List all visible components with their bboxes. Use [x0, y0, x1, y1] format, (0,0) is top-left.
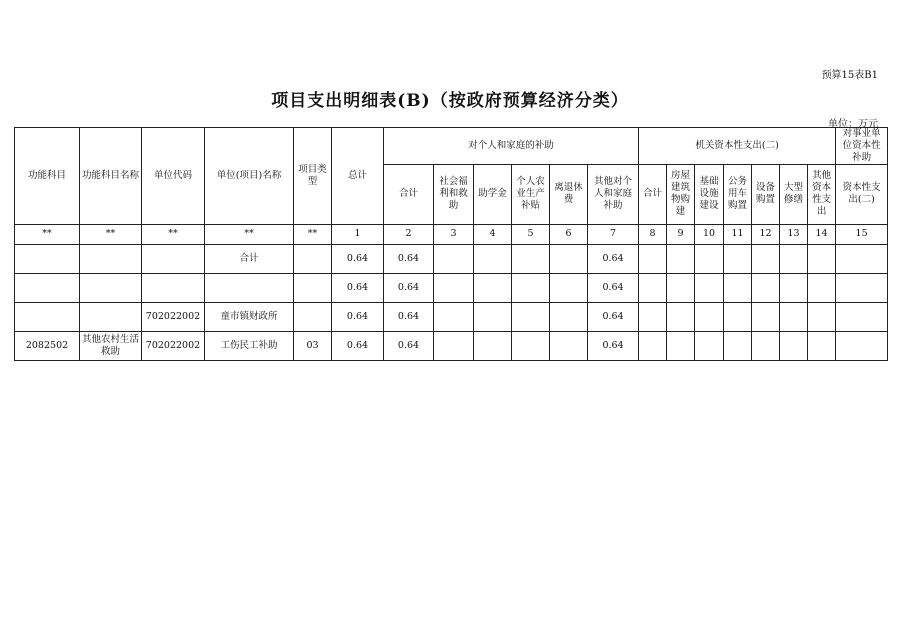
cell-unit-code — [142, 244, 205, 273]
unit-label: 单位：万元 — [828, 119, 878, 130]
index-cell: ** — [294, 224, 332, 244]
index-cell: 10 — [695, 224, 724, 244]
table-row — [15, 302, 888, 331]
cell-func-name — [80, 302, 142, 331]
index-cell: 15 — [836, 224, 888, 244]
group-header-capital: 机关资本性支出(二) — [639, 128, 836, 165]
cell-project-type — [294, 244, 332, 273]
col-header-project-type: 项目类型 — [294, 128, 332, 225]
index-cell: ** — [142, 224, 205, 244]
col-header-social-welfare: 社会福利和救助 — [434, 164, 474, 224]
col-header-unit-code: 单位代码 — [142, 128, 205, 225]
cell-total: 0.64 — [332, 302, 384, 331]
cell-unit-code: 702022002 — [142, 302, 205, 331]
cell-unit-name: 合计 — [205, 244, 294, 273]
cell-total: 0.64 — [332, 331, 384, 360]
col-header-other-capital: 其他资本性支出 — [808, 164, 836, 224]
col-header-func-name: 功能科目名称 — [80, 128, 142, 225]
index-cell: 5 — [512, 224, 550, 244]
index-cell: 11 — [724, 224, 752, 244]
index-row — [15, 224, 888, 244]
cell-func-code — [15, 302, 80, 331]
table-row — [15, 331, 888, 360]
col-header-retirement: 离退休费 — [550, 164, 588, 224]
header-row-groups — [15, 128, 888, 165]
cell-func-name — [80, 244, 142, 273]
cell-other-personal: 0.64 — [588, 302, 639, 331]
index-cell: 14 — [808, 224, 836, 244]
index-cell: 7 — [588, 224, 639, 244]
col-header-vehicle: 公务用车购置 — [724, 164, 752, 224]
index-cell: 2 — [384, 224, 434, 244]
col-header-other-personal: 其他对个人和家庭补助 — [588, 164, 639, 224]
col-header-building: 房屋建筑物购建 — [667, 164, 695, 224]
cell-unit-name: 工伤民工补助 — [205, 331, 294, 360]
page-title: 项目支出明细表(B)（按政府预算经济分类） — [271, 91, 629, 111]
cell-unit-code — [142, 273, 205, 302]
col-header-func-code: 功能科目 — [15, 128, 80, 225]
cell-total: 0.64 — [332, 273, 384, 302]
index-cell: ** — [15, 224, 80, 244]
cell-other-personal: 0.64 — [588, 331, 639, 360]
col-header-enterprise-capital: 资本性支出(二) — [836, 164, 888, 224]
index-cell: 3 — [434, 224, 474, 244]
cell-func-code — [15, 273, 80, 302]
index-cell: 4 — [474, 224, 512, 244]
cell-unit-name — [205, 273, 294, 302]
col-header-repair: 大型修缮 — [780, 164, 808, 224]
col-header-infrastructure: 基础设施建设 — [695, 164, 724, 224]
cell-other-personal: 0.64 — [588, 244, 639, 273]
index-cell: 6 — [550, 224, 588, 244]
table-row — [15, 273, 888, 302]
cell-unit-code: 702022002 — [142, 331, 205, 360]
index-cell: 13 — [780, 224, 808, 244]
cell-personal-total: 0.64 — [384, 244, 434, 273]
cell-project-type — [294, 302, 332, 331]
col-header-unit-name: 单位(项目)名称 — [205, 128, 294, 225]
index-cell: ** — [80, 224, 142, 244]
cell-project-type — [294, 273, 332, 302]
cell-total: 0.64 — [332, 244, 384, 273]
col-header-farm-subsidy: 个人农业生产补贴 — [512, 164, 550, 224]
col-header-total: 总计 — [332, 128, 384, 225]
report-code: 预算15表B1 — [821, 70, 878, 81]
table-row — [15, 244, 888, 273]
group-header-personal: 对个人和家庭的补助 — [384, 128, 639, 165]
cell-personal-total: 0.64 — [384, 331, 434, 360]
col-header-capital-total: 合计 — [639, 164, 667, 224]
cell-func-code — [15, 244, 80, 273]
cell-personal-total: 0.64 — [384, 273, 434, 302]
cell-func-name: 其他农村生活救助 — [80, 331, 142, 360]
index-cell: 12 — [752, 224, 780, 244]
col-header-personal-total: 合计 — [384, 164, 434, 224]
cell-unit-name: 童市镇财政所 — [205, 302, 294, 331]
col-header-scholarship: 助学金 — [474, 164, 512, 224]
index-cell: ** — [205, 224, 294, 244]
budget-table — [14, 127, 888, 361]
cell-other-personal: 0.64 — [588, 273, 639, 302]
col-header-equipment: 设备购置 — [752, 164, 780, 224]
index-cell: 1 — [332, 224, 384, 244]
cell-func-code: 2082502 — [15, 331, 80, 360]
group-header-enterprise: 对事业单位资本性补助 — [836, 128, 888, 165]
cell-project-type: 03 — [294, 331, 332, 360]
cell-personal-total: 0.64 — [384, 302, 434, 331]
index-cell: 9 — [667, 224, 695, 244]
cell-func-name — [80, 273, 142, 302]
index-cell: 8 — [639, 224, 667, 244]
